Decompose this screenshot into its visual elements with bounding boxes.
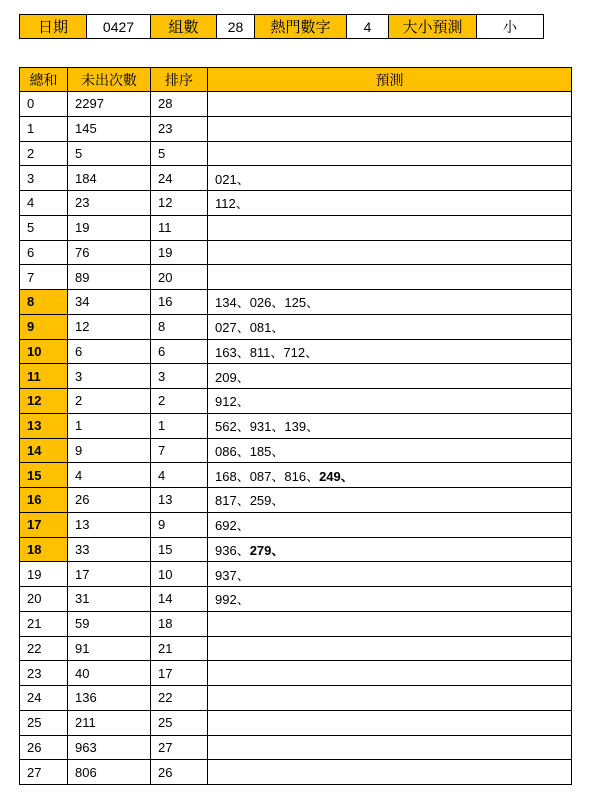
- rank-cell: 15: [151, 537, 208, 562]
- prediction-cell: [208, 339, 572, 364]
- prediction-cell: [208, 191, 572, 216]
- rank-cell: 10: [151, 562, 208, 587]
- sum-cell: 1: [20, 116, 68, 141]
- sum-cell: 17: [20, 512, 68, 537]
- prediction-text: 168、087、816、: [215, 468, 320, 484]
- table-row: [20, 92, 572, 117]
- sum-cell: 2: [20, 141, 68, 166]
- sum-cell: 8: [20, 290, 68, 315]
- prediction-text: 209、: [215, 369, 250, 385]
- table-row: [20, 562, 572, 587]
- prediction-cell: [208, 290, 572, 315]
- count-cell: 17: [68, 562, 151, 587]
- rank-cell: 17: [151, 661, 208, 686]
- sum-cell: 14: [20, 438, 68, 463]
- prediction-text: 562、931、139、: [215, 419, 320, 435]
- sum-cell: 9: [20, 314, 68, 339]
- rank-cell: 7: [151, 438, 208, 463]
- prediction-text: 163、811、712、: [215, 344, 319, 360]
- prediction-cell: [208, 215, 572, 240]
- rank-cell: 3: [151, 364, 208, 389]
- sum-cell: 16: [20, 488, 68, 513]
- count-cell: 76: [68, 240, 151, 265]
- prediction-cell: [208, 240, 572, 265]
- rank-cell: 20: [151, 265, 208, 290]
- table-row: [20, 413, 572, 438]
- prediction-text: 112、: [215, 196, 249, 212]
- count-cell: 806: [68, 760, 151, 785]
- prediction-cell: [208, 562, 572, 587]
- sum-cell: 27: [20, 760, 68, 785]
- prediction-cell: [208, 463, 572, 488]
- prediction-cell: [208, 141, 572, 166]
- sum-cell: 0: [20, 92, 68, 117]
- prediction-cell: [208, 364, 572, 389]
- prediction-text: 134、026、125、: [215, 295, 320, 311]
- count-cell: 136: [68, 686, 151, 711]
- rank-cell: 6: [151, 339, 208, 364]
- prediction-cell: [208, 166, 572, 191]
- table-row: [20, 314, 572, 339]
- rank-cell: 19: [151, 240, 208, 265]
- column-header-sum: 總和: [20, 68, 68, 92]
- prediction-cell: [208, 413, 572, 438]
- summary-header-row: [20, 15, 544, 39]
- count-cell: 963: [68, 735, 151, 760]
- sum-cell: 25: [20, 710, 68, 735]
- rank-cell: 8: [151, 314, 208, 339]
- summary-header-table: [19, 14, 544, 39]
- rank-cell: 16: [151, 290, 208, 315]
- table-row: [20, 265, 572, 290]
- prediction-cell: [208, 636, 572, 661]
- count-cell: 211: [68, 710, 151, 735]
- rank-cell: 21: [151, 636, 208, 661]
- table-row: [20, 760, 572, 785]
- sum-cell: 18: [20, 537, 68, 562]
- count-cell: 4: [68, 463, 151, 488]
- count-cell: 26: [68, 488, 151, 513]
- count-cell: 5: [68, 141, 151, 166]
- rank-cell: 18: [151, 611, 208, 636]
- count-cell: 3: [68, 364, 151, 389]
- column-header-prediction: 預測: [208, 68, 572, 92]
- count-cell: 2297: [68, 92, 151, 117]
- count-cell: 31: [68, 587, 151, 612]
- prediction-text: 817、259、: [215, 493, 285, 509]
- rank-cell: 11: [151, 215, 208, 240]
- prediction-hit: 279、: [249, 542, 285, 558]
- prediction-cell: [208, 760, 572, 785]
- count-cell: 12: [68, 314, 151, 339]
- date-value: 0427: [87, 15, 151, 39]
- count-cell: 23: [68, 191, 151, 216]
- count-cell: 2: [68, 389, 151, 414]
- table-row: [20, 710, 572, 735]
- sum-cell: 13: [20, 413, 68, 438]
- count-cell: 33: [68, 537, 151, 562]
- count-cell: 89: [68, 265, 151, 290]
- rank-cell: 4: [151, 463, 208, 488]
- hot-number-label: 熱門數字: [255, 15, 347, 39]
- prediction-cell: [208, 314, 572, 339]
- count-cell: 9: [68, 438, 151, 463]
- sum-cell: 22: [20, 636, 68, 661]
- sum-cell: 12: [20, 389, 68, 414]
- rank-cell: 12: [151, 191, 208, 216]
- table-body: [20, 92, 572, 785]
- date-label: 日期: [20, 15, 87, 39]
- table-row: [20, 240, 572, 265]
- table-row: [20, 512, 572, 537]
- sum-cell: 5: [20, 215, 68, 240]
- prediction-cell: [208, 92, 572, 117]
- prediction-text: 992、: [215, 592, 250, 608]
- prediction-text: 937、: [215, 567, 250, 583]
- size-prediction-label: 大小預測: [389, 15, 477, 39]
- prediction-cell: [208, 587, 572, 612]
- sum-cell: 11: [20, 364, 68, 389]
- rank-cell: 14: [151, 587, 208, 612]
- prediction-text: 936、: [215, 542, 250, 558]
- rank-cell: 27: [151, 735, 208, 760]
- rank-cell: 23: [151, 116, 208, 141]
- count-cell: 91: [68, 636, 151, 661]
- sum-cell: 20: [20, 587, 68, 612]
- sum-cell: 24: [20, 686, 68, 711]
- prediction-table: [19, 67, 572, 785]
- count-cell: 34: [68, 290, 151, 315]
- column-header-rank: 排序: [151, 68, 208, 92]
- count-cell: 59: [68, 611, 151, 636]
- table-row: [20, 587, 572, 612]
- groups-label: 組數: [151, 15, 217, 39]
- prediction-cell: [208, 438, 572, 463]
- table-row: [20, 686, 572, 711]
- prediction-text: 027、081、: [215, 320, 285, 336]
- table-row: [20, 364, 572, 389]
- count-cell: 19: [68, 215, 151, 240]
- hot-number-value: 4: [347, 15, 389, 39]
- table-row: [20, 215, 572, 240]
- prediction-cell: [208, 537, 572, 562]
- table-row: [20, 438, 572, 463]
- sum-cell: 15: [20, 463, 68, 488]
- table-row: [20, 611, 572, 636]
- sum-cell: 3: [20, 166, 68, 191]
- column-header-count: 未出次數: [68, 68, 151, 92]
- prediction-cell: [208, 116, 572, 141]
- sum-cell: 7: [20, 265, 68, 290]
- count-cell: 145: [68, 116, 151, 141]
- rank-cell: 28: [151, 92, 208, 117]
- sum-cell: 6: [20, 240, 68, 265]
- rank-cell: 2: [151, 389, 208, 414]
- sum-cell: 19: [20, 562, 68, 587]
- rank-cell: 24: [151, 166, 208, 191]
- table-row: [20, 290, 572, 315]
- rank-cell: 1: [151, 413, 208, 438]
- prediction-text: 086、185、: [215, 443, 285, 459]
- count-cell: 13: [68, 512, 151, 537]
- table-row: [20, 735, 572, 760]
- prediction-cell: [208, 686, 572, 711]
- table-row: [20, 166, 572, 191]
- groups-value: 28: [217, 15, 255, 39]
- count-cell: 184: [68, 166, 151, 191]
- prediction-cell: [208, 661, 572, 686]
- table-row: [20, 339, 572, 364]
- table-row: [20, 191, 572, 216]
- count-cell: 6: [68, 339, 151, 364]
- sum-cell: 26: [20, 735, 68, 760]
- count-cell: 40: [68, 661, 151, 686]
- prediction-cell: [208, 512, 572, 537]
- table-header-row: [20, 68, 572, 92]
- table-row: [20, 661, 572, 686]
- prediction-cell: [208, 265, 572, 290]
- prediction-cell: [208, 710, 572, 735]
- prediction-text: 021、: [215, 171, 250, 187]
- table-row: [20, 463, 572, 488]
- table-row: [20, 537, 572, 562]
- sum-cell: 10: [20, 339, 68, 364]
- prediction-text: 912、: [215, 394, 250, 410]
- prediction-text: 692、: [215, 518, 250, 534]
- prediction-cell: [208, 735, 572, 760]
- rank-cell: 25: [151, 710, 208, 735]
- prediction-cell: [208, 389, 572, 414]
- size-prediction-value: 小: [477, 15, 544, 39]
- count-cell: 1: [68, 413, 151, 438]
- rank-cell: 9: [151, 512, 208, 537]
- prediction-hit: 249、: [319, 468, 354, 484]
- rank-cell: 13: [151, 488, 208, 513]
- table-row: [20, 389, 572, 414]
- rank-cell: 26: [151, 760, 208, 785]
- sum-cell: 4: [20, 191, 68, 216]
- rank-cell: 22: [151, 686, 208, 711]
- sum-cell: 23: [20, 661, 68, 686]
- prediction-cell: [208, 488, 572, 513]
- table-row: [20, 141, 572, 166]
- sum-cell: 21: [20, 611, 68, 636]
- prediction-cell: [208, 611, 572, 636]
- table-row: [20, 636, 572, 661]
- rank-cell: 5: [151, 141, 208, 166]
- table-row: [20, 488, 572, 513]
- table-row: [20, 116, 572, 141]
